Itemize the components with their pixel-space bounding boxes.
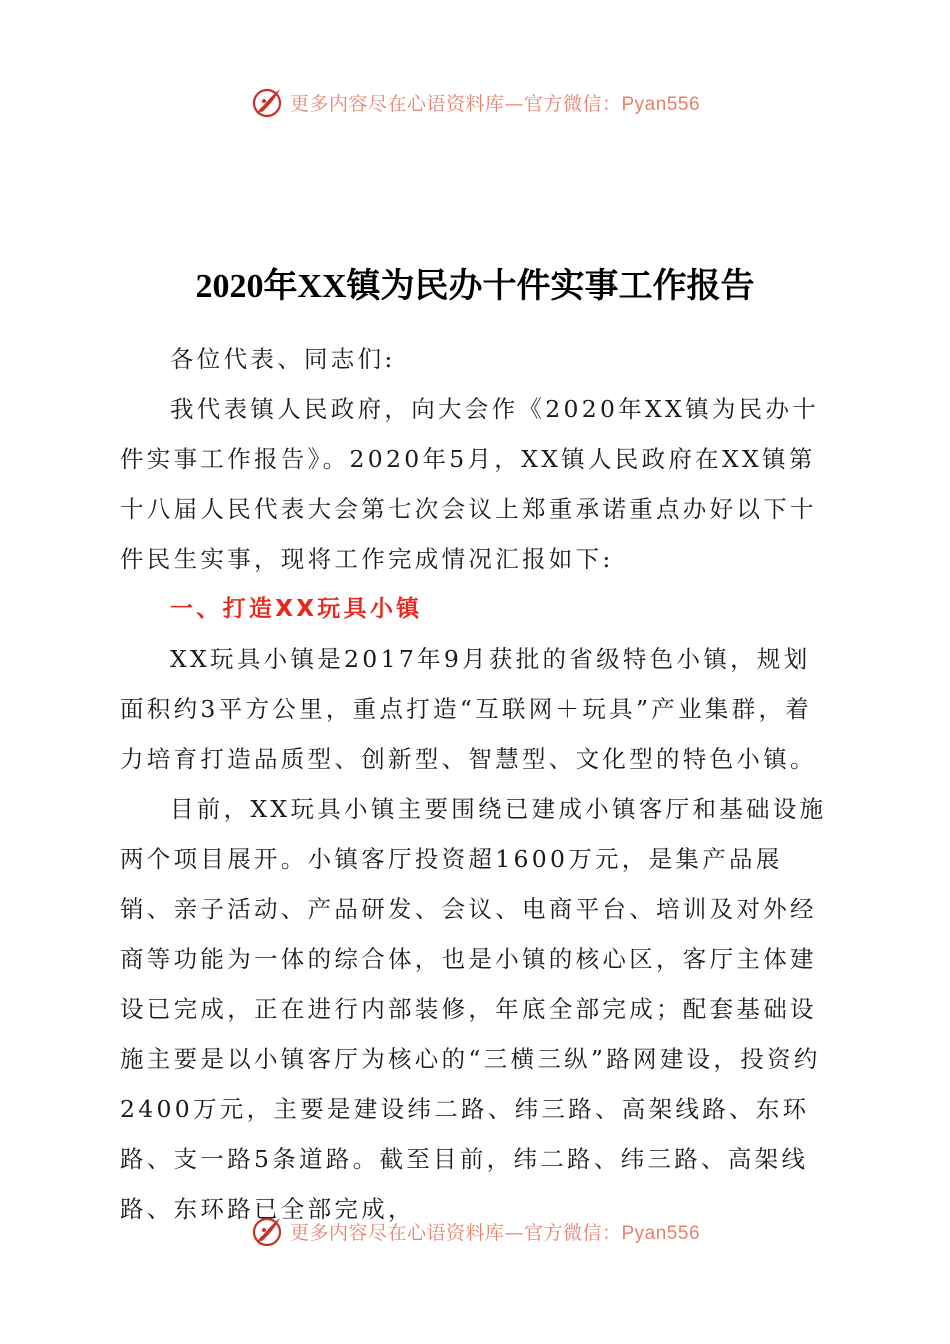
- header-banner: [0, 82, 950, 122]
- banner-text-bottom: [290, 1218, 700, 1245]
- document-body: [120, 334, 832, 1234]
- banner-text: [290, 89, 700, 116]
- banner-label-bottom: 更多内容尽在心语资料库—官方微信：: [289, 1221, 622, 1244]
- banner-label: 更多内容尽在心语资料库—官方微信：: [289, 92, 622, 115]
- section1-paragraph-2: 目前，XX玩具小镇主要围绕已建成小镇客厅和基础设施两个项目展开。小镇客厅投资超1600万元，是集产品展销、亲子活动、产品研发、会议、电商平台、培训及对外经商等功能为一体的综合体，也是小镇的核心区，客厅主体建设已完成，正在进行内部装修，年底全部完成；配套基础设施主要是以小镇客厅为核心的“三横三纵”路网建设，投资约2400万元，主要是建设纬二路、纬三路、高架线路、东环路、支一路5条道路。截至目前，纬二路、纬三路、高架线路、东环路已全部完成，: [120, 795, 827, 1223]
- section1-paragraph-1: XX玩具小镇是2017年9月获批的省级特色小镇，规划面积约3平方公里，重点打造“互联网＋玩具”产业集群，着力培育打造品质型、创新型、智慧型、文化型的特色小镇。: [120, 645, 817, 773]
- footer-banner: [0, 1211, 950, 1251]
- quill-logo-icon: [250, 85, 284, 119]
- banner-inner-bottom: [250, 1214, 700, 1248]
- section-heading-1: 一、打造XX玩具小镇: [170, 596, 423, 622]
- intro-paragraph: 我代表镇人民政府，向大会作《2020年XX镇为民办十件实事工作报告》。2020年5月，XX镇人民政府在XX镇第十八届人民代表大会第七次会议上郑重承诺重点办好以下十件民生实事，现将工作完成情况汇报如下:: [120, 395, 820, 573]
- quill-logo-icon: [250, 1214, 284, 1248]
- banner-wechat-id-bottom: Pyan556: [621, 1222, 701, 1244]
- document-title: 2020年XX镇为民办十件实事工作报告: [195, 268, 755, 305]
- banner-inner: [250, 85, 700, 119]
- banner-wechat-id: Pyan556: [621, 93, 701, 115]
- salutation: 各位代表、同志们:: [170, 345, 396, 373]
